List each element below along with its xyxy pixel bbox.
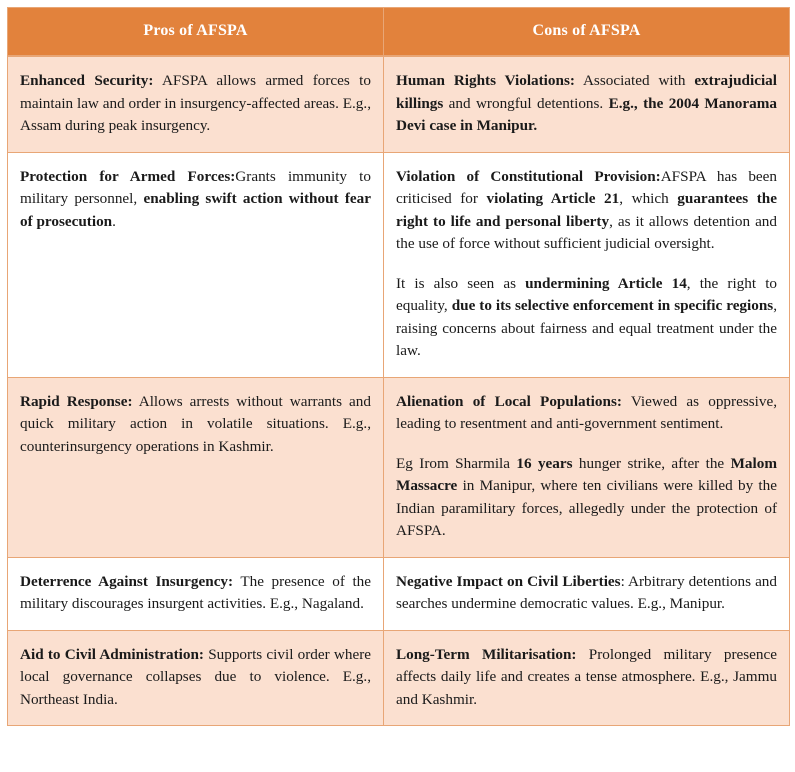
table-cell-pros	[8, 56, 384, 152]
bold-text-run: undermining Article 14	[525, 274, 687, 292]
cell-paragraph	[20, 166, 371, 234]
text-run: AFSPA allows armed forces to maintain law and order in insurgency-affected areas. E.g., Assam during peak insurgency.	[20, 72, 371, 134]
table-cell-cons	[384, 377, 790, 557]
bold-text-run: Negative Impact on Civil Liberties	[396, 572, 621, 590]
bold-text-run: Enhanced Security:	[20, 72, 154, 89]
header-row	[8, 8, 790, 57]
table-row	[8, 152, 790, 377]
text-run: The presence of the military discourages insurgent activities. E.g., Nagaland.	[20, 572, 371, 612]
table-cell-pros	[8, 152, 384, 377]
bold-text-run: violating Article 21	[486, 190, 620, 207]
column-header-pros: Pros of AFSPA	[8, 8, 384, 57]
table-cell-pros	[8, 557, 384, 630]
cell-paragraph	[396, 453, 777, 543]
text-run: Grants immunity to military personnel,	[20, 167, 371, 207]
bold-text-run: extrajudicial killings	[396, 72, 777, 112]
table-cell-pros	[8, 630, 384, 726]
cell-paragraph	[20, 644, 371, 712]
bold-text-run: Rapid Response:	[20, 392, 133, 410]
cell-paragraph	[20, 571, 371, 616]
pros-cons-table	[7, 7, 790, 726]
text-run: hunger strike, after the	[572, 454, 731, 472]
bold-text-run: Violation of Constitutional Provision:	[396, 167, 661, 185]
table-row	[8, 377, 790, 557]
table-cell-cons	[384, 557, 790, 630]
table-cell-cons	[384, 56, 790, 152]
text-run: Prolonged military presence affects daily life and creates a tense atmosphere. E.g., Jammu and Kashmir.	[396, 645, 777, 708]
column-header-cons: Cons of AFSPA	[384, 8, 790, 57]
table-cell-cons	[384, 630, 790, 726]
text-run: Viewed as oppressive, leading to resentment and anti-government sentiment.	[396, 392, 777, 432]
bold-text-run: Long-Term Militarisation:	[396, 645, 577, 663]
text-run: , raising concerns about fairness and equal treatment under the law.	[396, 297, 777, 359]
text-run: and wrongful detentions.	[443, 94, 609, 112]
text-run: Supports civil order where local governance collapses due to violence. E.g., Northeast India.	[20, 645, 371, 708]
table-row	[8, 630, 790, 726]
text-run: , as it allows detention and the use of force without sufficient judicial oversight.	[396, 212, 777, 252]
table-cell-cons	[384, 152, 790, 377]
text-run: : Arbitrary detentions and searches undermine democratic values. E.g., Manipur.	[396, 572, 777, 612]
table-row	[8, 557, 790, 630]
text-run: It is also seen as	[396, 274, 526, 292]
bold-text-run: Alienation of Local Populations:	[396, 392, 622, 410]
bold-text-run: Human Rights Violations:	[396, 72, 575, 89]
table-header	[8, 8, 790, 57]
bold-text-run: Aid to Civil Administration:	[20, 645, 204, 663]
text-run: AFSPA has been criticised for	[396, 167, 777, 207]
bold-text-run: Protection for Armed Forces:	[20, 167, 236, 185]
text-run: , which	[619, 190, 678, 207]
bold-text-run: enabling swift action without fear of prosecution	[20, 190, 371, 230]
cell-paragraph	[396, 166, 777, 256]
cell-paragraph	[396, 391, 777, 436]
bold-text-run: E.g., the 2004 Manorama Devi case in Manipur.	[396, 94, 777, 134]
table-cell-pros	[8, 377, 384, 557]
text-run: .	[112, 212, 116, 230]
table-row	[8, 56, 790, 152]
cell-paragraph	[20, 70, 371, 138]
cell-paragraph	[396, 571, 777, 616]
bold-text-run: guarantees the right to life and personal liberty	[396, 190, 777, 230]
cell-paragraph	[396, 273, 777, 363]
bold-text-run: Deterrence Against Insurgency:	[20, 572, 234, 590]
text-run: Allows arrests without warrants and quick military action in volatile situations. E.g., counterinsurgency operations in Kashmir.	[20, 392, 371, 455]
bold-text-run: Malom Massacre	[396, 454, 777, 494]
cell-paragraph	[20, 391, 371, 459]
text-run: in Manipur, where ten civilians were killed by the Indian paramilitary forces, allegedly under the protection of AFSPA.	[396, 477, 777, 539]
text-run: Eg Irom Sharmila	[396, 454, 517, 472]
cell-paragraph	[396, 644, 777, 712]
bold-text-run: due to its selective enforcement in specific regions	[451, 297, 774, 314]
cell-paragraph	[396, 70, 777, 138]
bold-text-run: 16 years	[516, 454, 573, 472]
text-run: Associated with	[574, 72, 695, 89]
table-body	[8, 56, 790, 726]
text-run: , the right to equality,	[396, 274, 778, 314]
